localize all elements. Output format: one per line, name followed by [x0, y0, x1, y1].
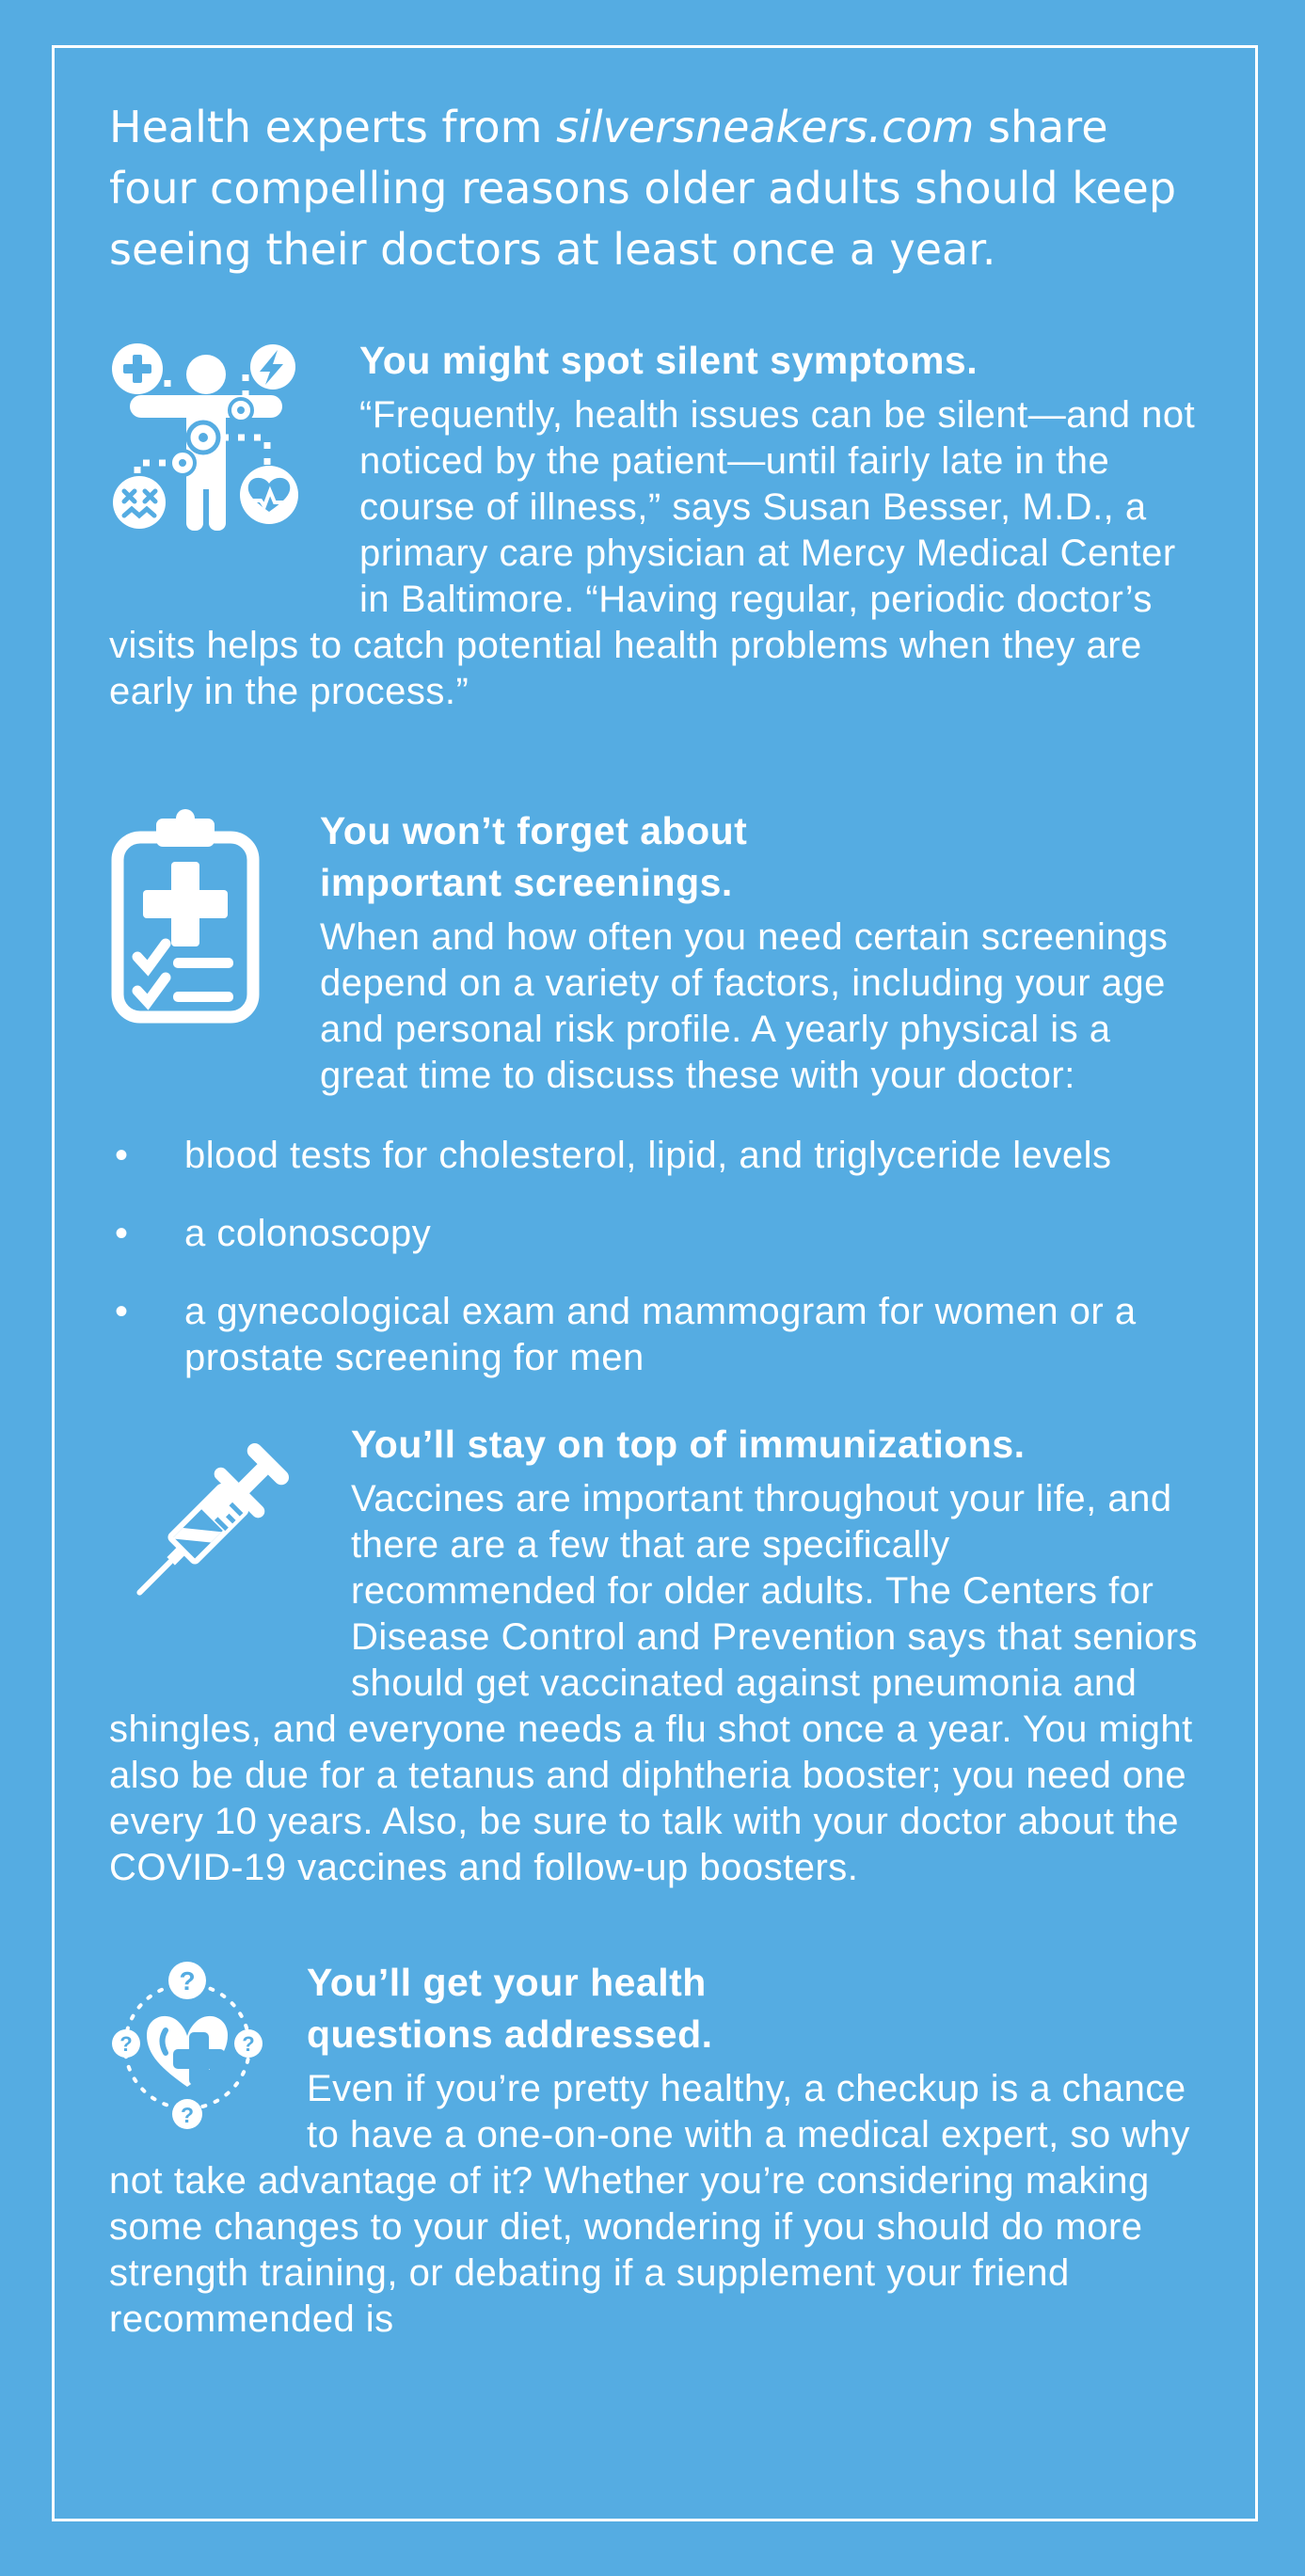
bullet-glyph: •	[115, 1135, 129, 1176]
section-silent-symptoms	[109, 335, 1201, 715]
section-health-questions	[109, 1957, 1201, 2343]
content-card	[52, 45, 1258, 2521]
bullet-glyph: •	[115, 1213, 129, 1254]
syringe-icon	[109, 1428, 299, 1629]
section-immunizations	[109, 1419, 1201, 1891]
svg-text:?: ?	[119, 2032, 133, 2056]
svg-text:?: ?	[242, 2032, 255, 2056]
bullet-glyph: •	[115, 1291, 129, 1332]
screenings-clipboard-icon	[111, 805, 260, 1024]
section-heading: You’ll stay on top of immunizations.	[351, 1423, 1026, 1466]
section-heading: You won’t forget about important screenings.	[320, 809, 748, 904]
screenings-bullet-list	[109, 1133, 1201, 1381]
bullet-item	[115, 1289, 1201, 1381]
intro-after: share four compelling reasons older adults should keep seeing their doctors at least once a year.	[109, 102, 1177, 275]
svg-text:?: ?	[180, 2103, 195, 2127]
bullet-text: a gynecological exam and mammogram for women or a prostate screening for men	[184, 1291, 1137, 1378]
bullet-item	[115, 1133, 1201, 1179]
section-heading: You might spot silent symptoms.	[359, 339, 979, 382]
section-body: Vaccines are important throughout your life, and there are a few that are specifically recommended for older adults. The Centers for Disease Control and Prevention says that seniors should get vaccinated against pneumonia and shingles, and everyone needs a flu shot once a year. You might also be due for a tetanus and diphtheria booster; you need one every 10 years. Also, be sure to talk with your doctor about the COVID-19 vaccines and follow-up boosters.	[109, 1478, 1199, 1888]
section-heading: You’ll get your health questions addressed.	[307, 1961, 713, 2056]
section-body: When and how often you need certain screenings depend on a variety of factors, including your age and personal risk profile. A yearly physical is a great time to discuss these with your doctor:	[320, 916, 1169, 1096]
intro-before: Health experts from	[109, 102, 557, 152]
bullet-item	[115, 1211, 1201, 1257]
heart-questions-icon	[111, 1961, 263, 2132]
brand-name: silversneakers.com	[556, 102, 975, 152]
body-symptoms-icon	[109, 341, 303, 533]
section-body: Even if you’re pretty healthy, a checkup is a chance to have a one-on-one with a medical expert, so why not take advantage of it? Whether you’re considering making some changes to your diet, wondering if you should do more strength training, or debating if a supplement your friend recommended is	[109, 2068, 1190, 2340]
section-screenings	[109, 805, 1201, 1381]
bullet-text: blood tests for cholesterol, lipid, and triglyceride levels	[184, 1135, 1112, 1176]
section-body: “Frequently, health issues can be silent—and not noticed by the patient—until fairly late in the course of illness,” says Susan Besser, M.D., a primary care physician at Mercy Medical Center in Baltimore. “Having regular, periodic doctor’s visits helps to catch potential health problems when they are early in the process.”	[109, 394, 1196, 712]
intro-text	[109, 97, 1201, 280]
svg-text:?: ?	[179, 1966, 196, 1996]
bullet-text: a colonoscopy	[184, 1213, 432, 1254]
